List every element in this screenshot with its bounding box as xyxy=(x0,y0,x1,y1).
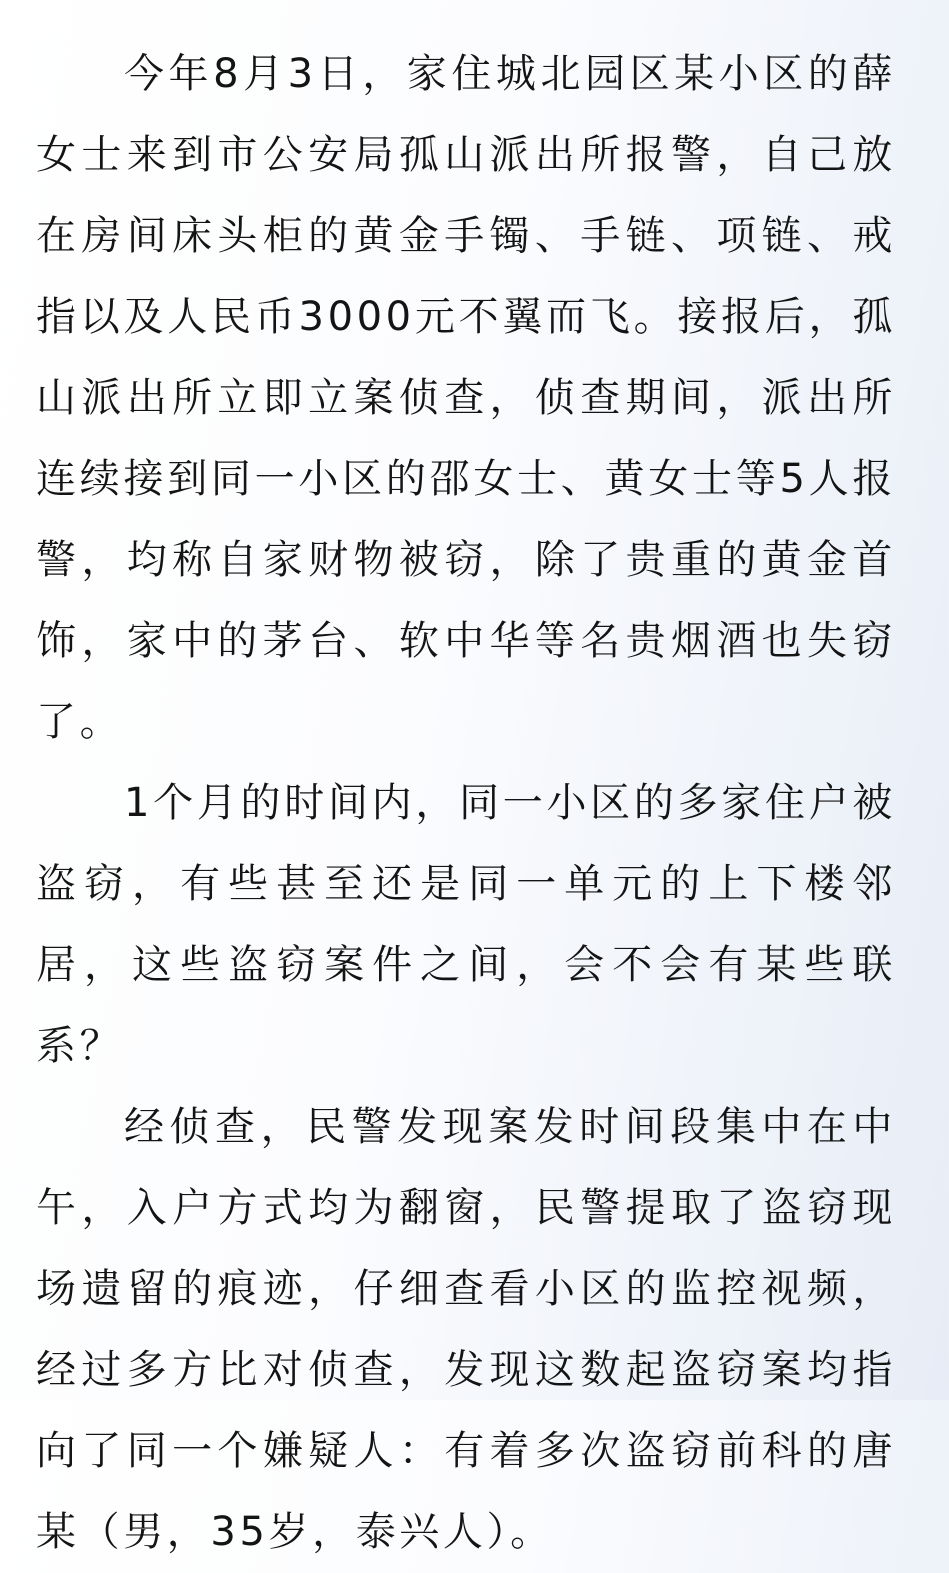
paragraph-3: 经侦查，民警发现案发时间段集中在中午，入户方式均为翻窗，民警提取了盗窃现场遗留的痕迹，仔细查看小区的监控视频，经过多方比对侦查，发现这数起盗窃案均指向了同一个嫌疑人：有着多次盗窃前科的唐某（男，35岁，泰兴人）。 xyxy=(36,1104,896,1555)
paragraph-1: 今年8月3日，家住城北园区某小区的薛女士来到市公安局孤山派出所报警，自己放在房间床头柜的黄金手镯、手链、项链、戒指以及人民币3000元不翼而飞。接报后，孤山派出所立即立案侦查，侦查期间，派出所连续接到同一小区的邵女士、黄女士等5人报警，均称自家财物被窃，除了贵重的黄金首饰，家中的茅台、软中华等名贵烟酒也失窃了。 xyxy=(36,51,896,745)
article-body xyxy=(36,34,896,1573)
paragraph-2: 1个月的时间内，同一小区的多家住户被盗窃，有些甚至还是同一单元的上下楼邻居，这些盗窃案件之间，会不会有某些联系？ xyxy=(36,780,896,1069)
